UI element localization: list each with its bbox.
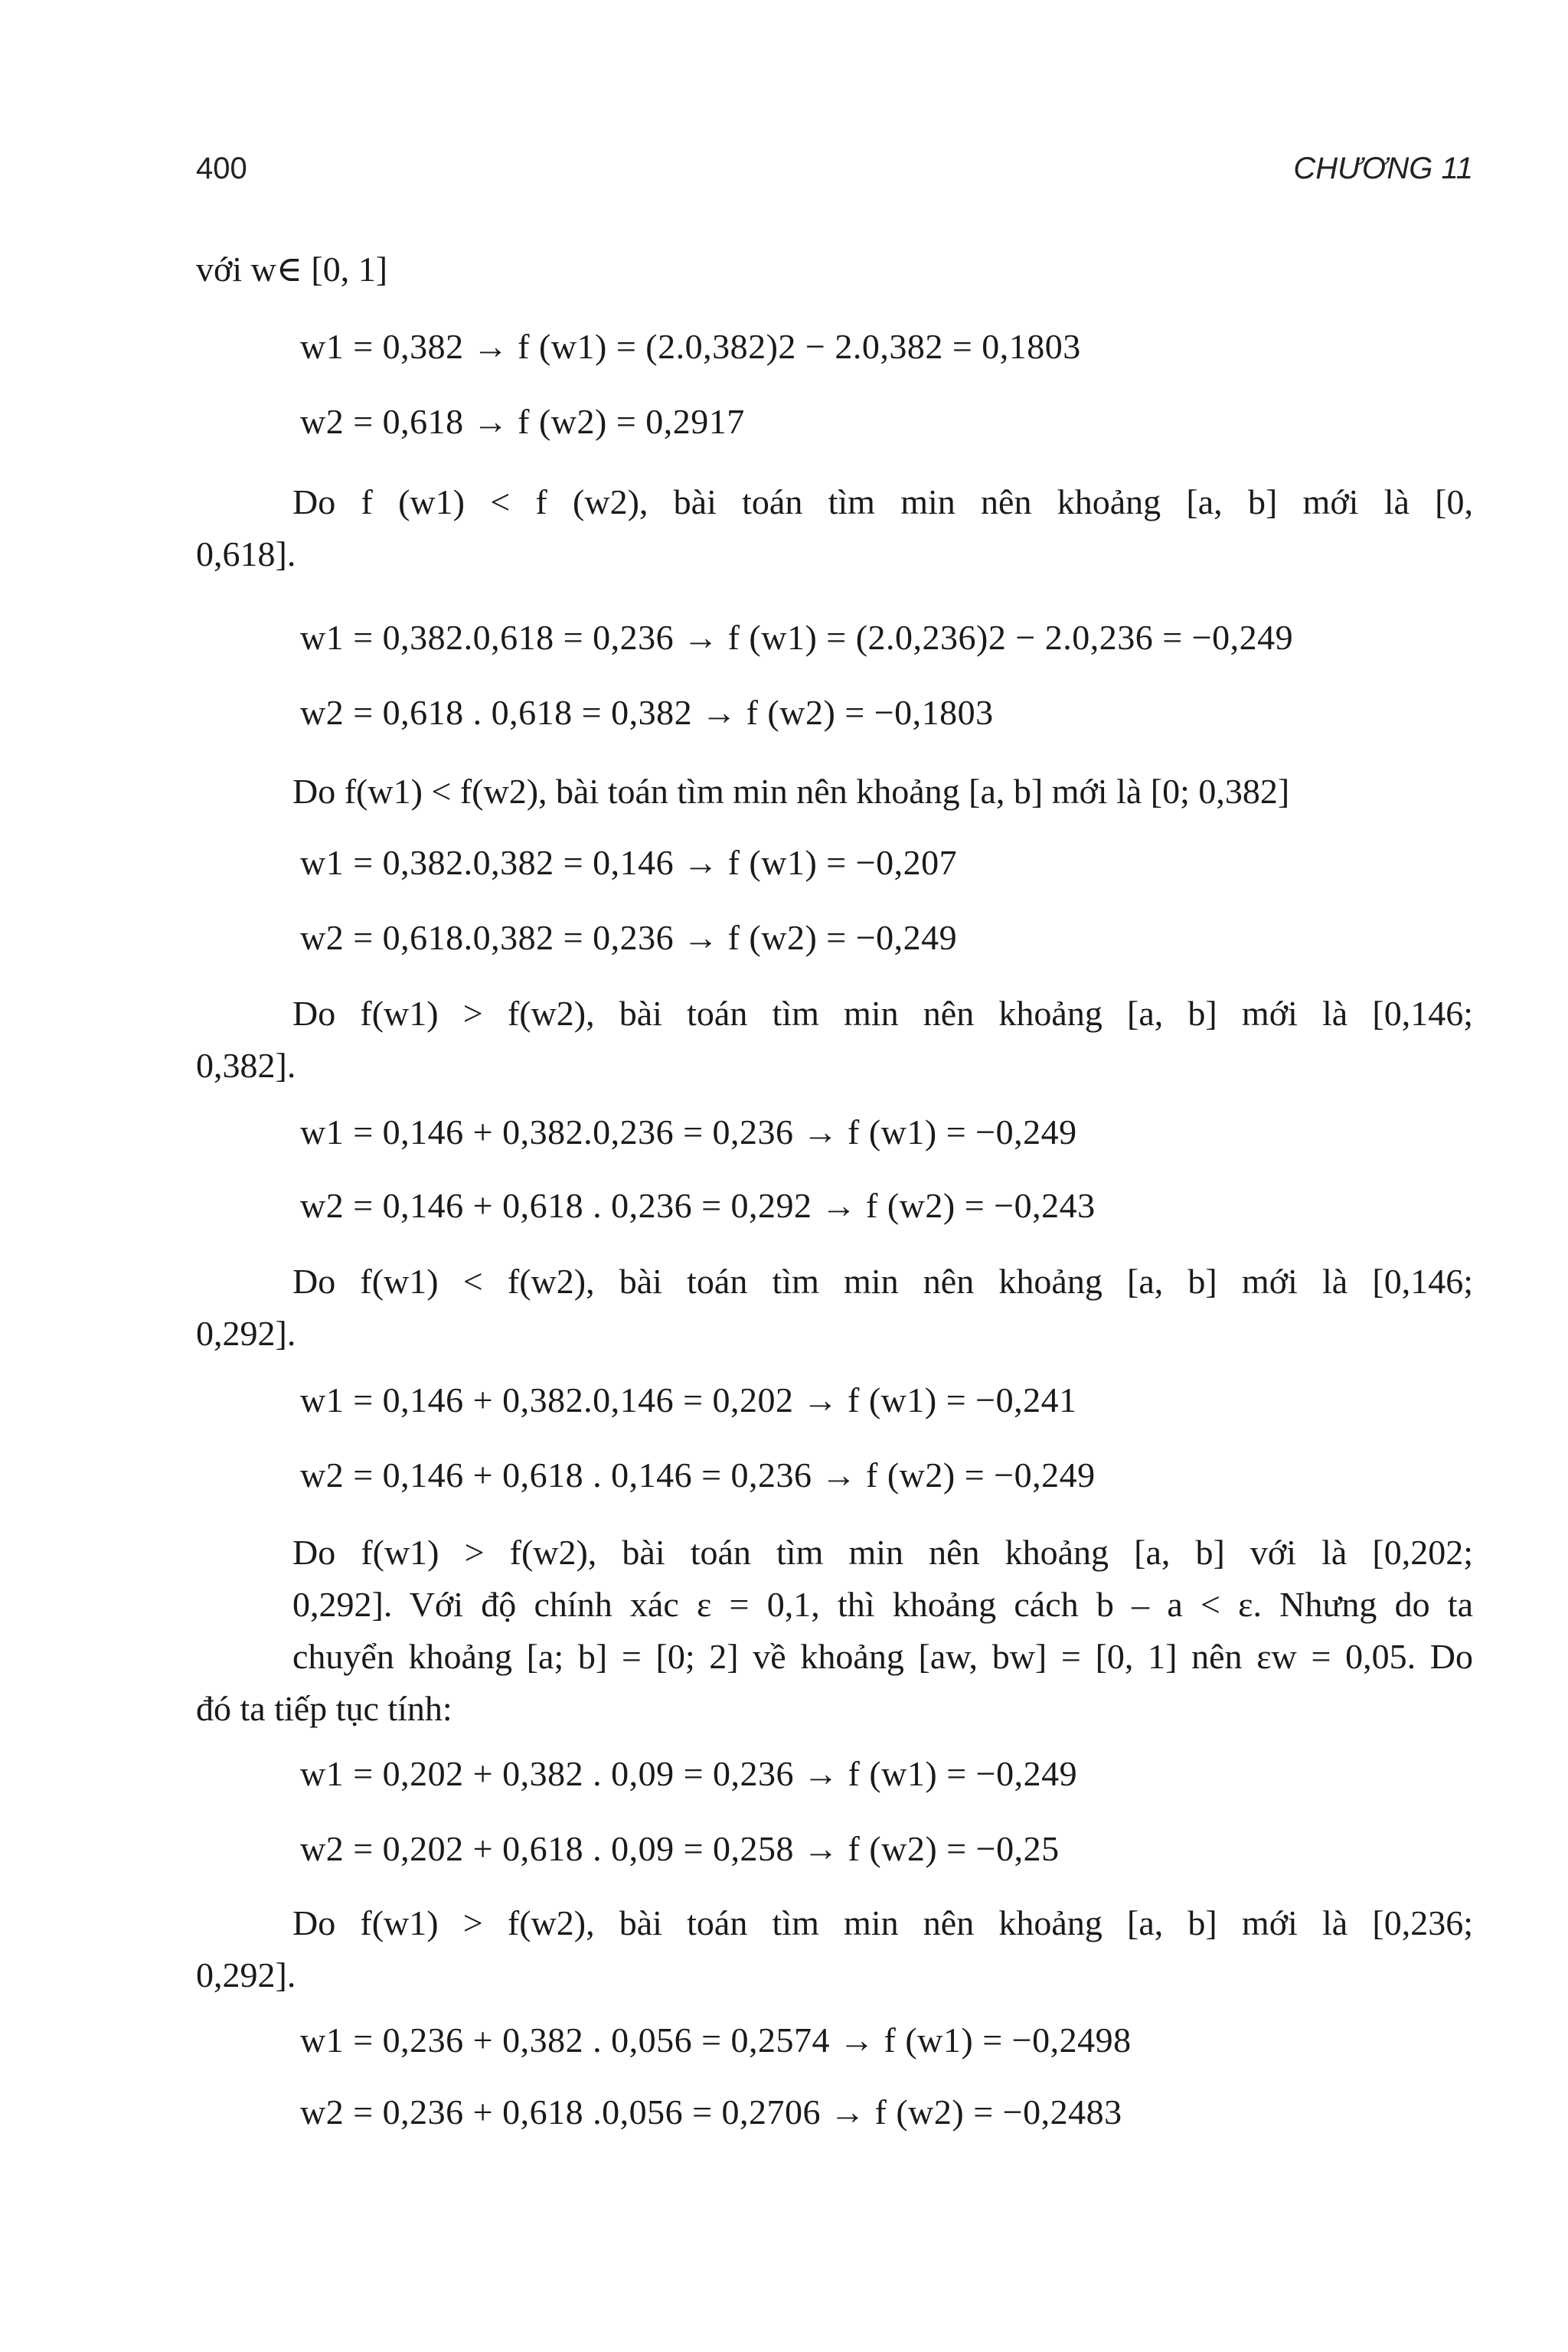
equation: w2 = 0,618.0,382 = 0,236 → f (w2) = −0,249 (300, 918, 958, 957)
chapter-title: CHƯƠNG 11 (1293, 152, 1473, 185)
paragraph: Do f(w1) < f(w2), bài toán tìm min nên khoảng [a, b] mới là [0,146; 0,292]. (196, 1262, 1473, 1353)
equation: w2 = 0,146 + 0,618 . 0,146 = 0,236 → f (w2) = −0,249 (300, 1455, 1096, 1494)
equation: w1 = 0,236 + 0,382 . 0,056 = 0,2574 → f (w1) = −0,2498 (300, 2020, 1132, 2060)
equation: w2 = 0,202 + 0,618 . 0,09 = 0,258 → f (w2) = −0,25 (300, 1829, 1060, 1868)
paragraph: Do f(w1) > f(w2), bài toán tìm min nên khoảng [a, b] mới là [0,236; 0,292]. (196, 1903, 1473, 1994)
equation: w1 = 0,146 + 0,382.0,146 = 0,202 → f (w1) = −0,241 (300, 1380, 1077, 1419)
paragraph: Do f (w1) < f (w2), bài toán tìm min nên khoảng [a, b] mới là [0, 0,618]. (196, 482, 1473, 573)
paragraph: với w∈ [0, 1] (196, 250, 388, 289)
equation: w2 = 0,236 + 0,618 .0,056 = 0,2706 → f (w2) = −0,2483 (300, 2092, 1122, 2132)
equation: w1 = 0,202 + 0,382 . 0,09 = 0,236 → f (w1) = −0,249 (300, 1754, 1078, 1793)
equation: w2 = 0,618 → f (w2) = 0,2917 (300, 402, 745, 441)
equation: w2 = 0,618 . 0,618 = 0,382 → f (w2) = −0,1803 (300, 693, 994, 732)
equation: w1 = 0,382 → f (w1) = (2.0,382)2 − 2.0,382 = 0,1803 (300, 327, 1081, 366)
page-number: 400 (196, 152, 247, 185)
equation: w1 = 0,146 + 0,382.0,236 = 0,236 → f (w1) = −0,249 (300, 1112, 1077, 1152)
paragraph: Do f(w1) < f(w2), bài toán tìm min nên khoảng [a, b] mới là [0; 0,382] (292, 772, 1290, 811)
paragraph: Do f(w1) > f(w2), bài toán tìm min nên khoảng [a, b] với là [0,202; 0,292]. Với độ chính xác ε = 0,1, thì khoảng cách b – a < ε. Nhưng do ta chuyển khoảng [a; b] = [0; 2] về khoảng [aw, bw] = [0, 1] nên εw = 0,05. Do đó ta tiếp tục tính: (196, 1533, 1473, 1728)
paragraph: Do f(w1) > f(w2), bài toán tìm min nên khoảng [a, b] mới là [0,146; 0,382]. (196, 994, 1473, 1085)
equation: w2 = 0,146 + 0,618 . 0,236 = 0,292 → f (w2) = −0,243 (300, 1186, 1096, 1225)
equation: w1 = 0,382.0,382 = 0,146 → f (w1) = −0,207 (300, 843, 958, 882)
equation: w1 = 0,382.0,618 = 0,236 → f (w1) = (2.0,236)2 − 2.0,236 = −0,249 (300, 618, 1294, 657)
